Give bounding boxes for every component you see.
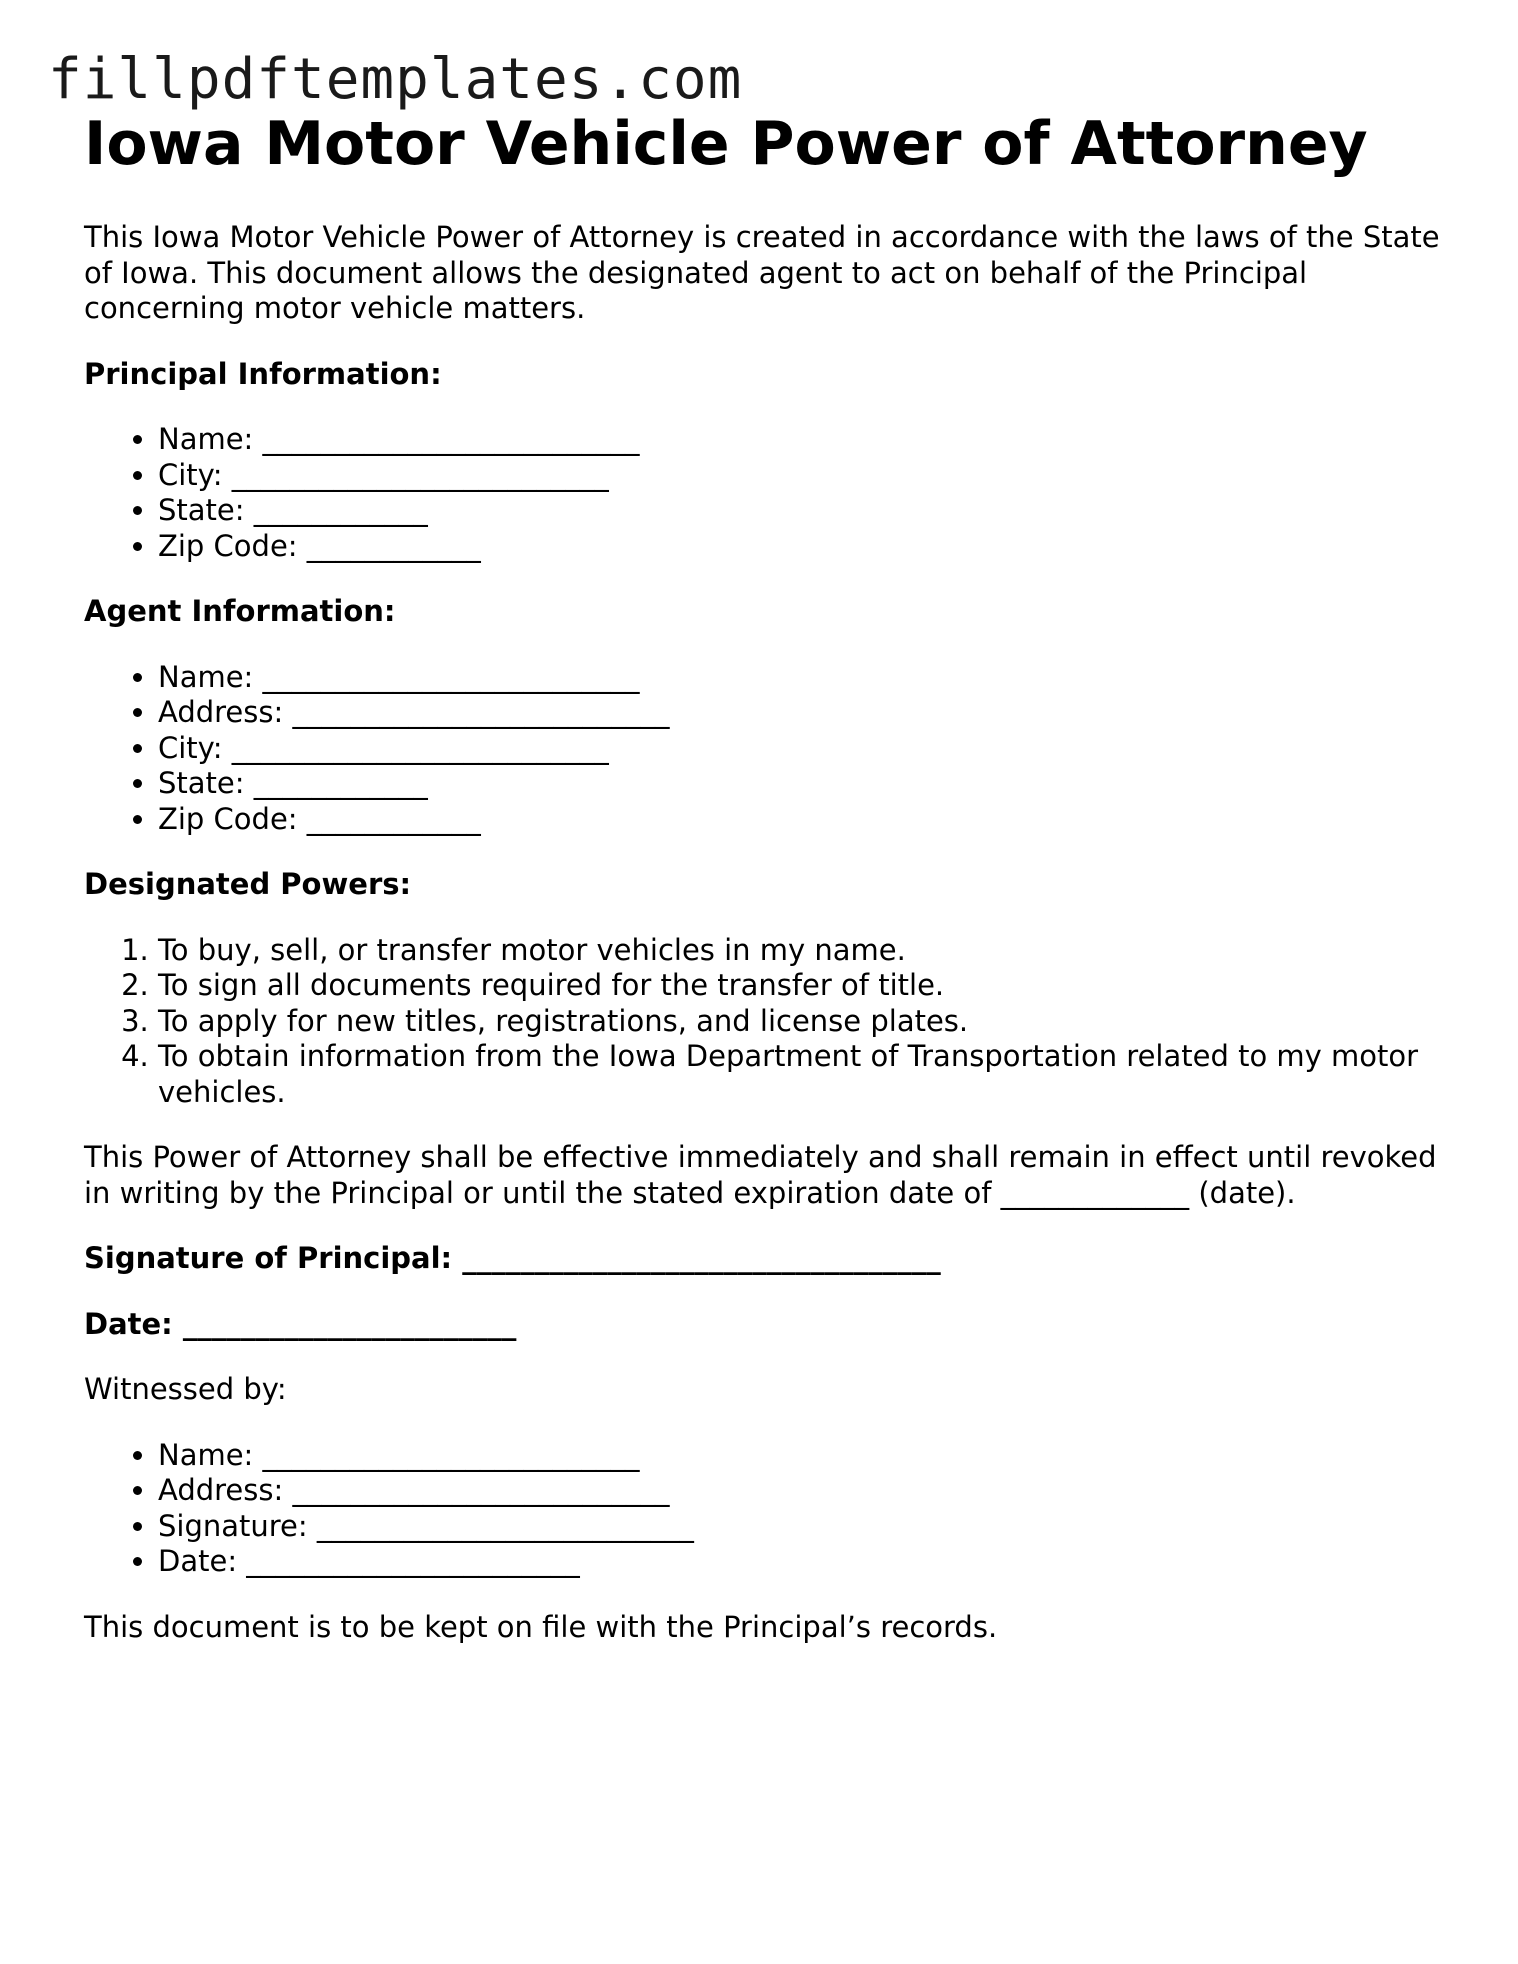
- principal-name-field[interactable]: • Name: __________________________: [158, 422, 1444, 458]
- closing-paragraph: This document is to be kept on file with the Principal’s records.: [84, 1609, 998, 1644]
- witness-address-field[interactable]: • Address: __________________________: [158, 1473, 1444, 1509]
- power-item: 1. To buy, sell, or transfer motor vehicles in my name.: [158, 933, 1444, 969]
- document-page: [84, 104, 1444, 1645]
- witness-date-field[interactable]: • Date: _______________________: [158, 1544, 1444, 1580]
- agent-heading: Agent Information:: [84, 594, 396, 628]
- intro-paragraph: This Iowa Motor Vehicle Power of Attorney is created in accordance with the laws of the State of Iowa. This document allows the designated agent to act on behalf of the Principal concerning motor vehicle matters.: [84, 220, 1440, 325]
- watermark-text: fillpdftemplates.com: [48, 47, 743, 112]
- power-item: 3. To apply for new titles, registrations, and license plates.: [158, 1004, 1444, 1040]
- principal-heading: Principal Information:: [84, 356, 442, 391]
- principal-signature-field[interactable]: Signature of Principal: _________________________________: [84, 1241, 941, 1275]
- power-item: 2. To sign all documents required for the transfer of title.: [158, 968, 1444, 1004]
- agent-address-field[interactable]: • Address: __________________________: [158, 695, 1444, 731]
- principal-zip-field[interactable]: • Zip Code: ____________: [158, 529, 1444, 565]
- principal-state-field[interactable]: • State: ____________: [158, 493, 1444, 529]
- witness-heading: Witnessed by:: [84, 1372, 287, 1406]
- document-title: Iowa Motor Vehicle Power of Attorney: [84, 109, 1368, 179]
- witness-name-field[interactable]: • Name: __________________________: [158, 1438, 1444, 1474]
- agent-name-field[interactable]: • Name: __________________________: [158, 660, 1444, 696]
- effective-paragraph[interactable]: This Power of Attorney shall be effective immediately and shall remain in effect until revoked in writing by the Principal or until the stated expiration date of _____________ (date).: [84, 1140, 1437, 1210]
- agent-fields-list: [84, 660, 1444, 838]
- powers-list: [84, 933, 1444, 1111]
- agent-zip-field[interactable]: • Zip Code: ____________: [158, 802, 1444, 838]
- agent-city-field[interactable]: • City: __________________________: [158, 731, 1444, 767]
- principal-date-field[interactable]: Date: _______________________: [84, 1306, 517, 1341]
- principal-fields-list: [84, 422, 1444, 564]
- principal-city-field[interactable]: • City: __________________________: [158, 458, 1444, 494]
- powers-heading: Designated Powers:: [84, 867, 412, 901]
- agent-state-field[interactable]: • State: ____________: [158, 766, 1444, 802]
- witness-fields-list: [84, 1438, 1444, 1580]
- power-item: 4. To obtain information from the Iowa Department of Transportation related to my motor vehicles.: [158, 1039, 1444, 1110]
- witness-signature-field[interactable]: • Signature: __________________________: [158, 1509, 1444, 1545]
